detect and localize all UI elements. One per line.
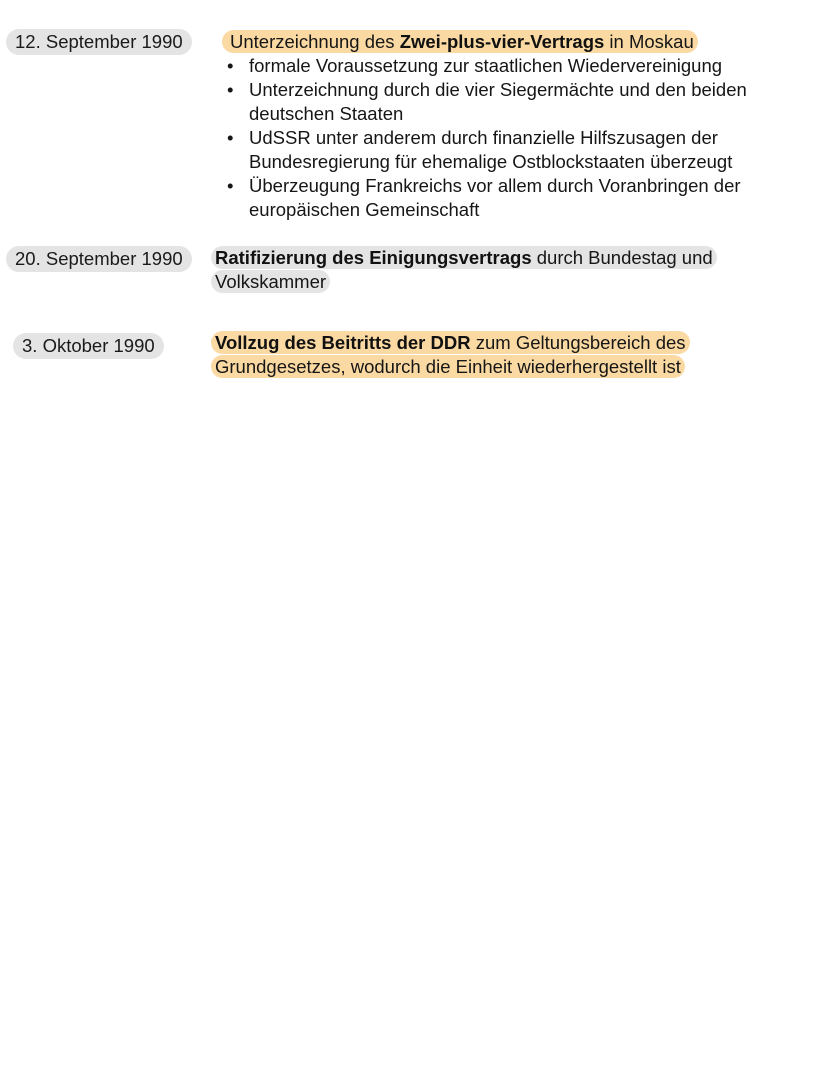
- heading-bold: Zwei-plus-vier-Vertrags: [399, 31, 605, 52]
- entry-content: [222, 30, 812, 222]
- entry-date: 12. September 1990: [6, 29, 192, 55]
- entry-text: [211, 331, 690, 378]
- heading-text-after: in Moskau: [604, 31, 694, 52]
- entry-date: 3. Oktober 1990: [13, 333, 164, 359]
- entry-text-rest: durch Bundestag und: [531, 247, 713, 268]
- bullet-item: • Überzeugung Frankreichs vor allem durch Voranbringen der europäischen Gemeinschaft: [223, 174, 812, 222]
- entry-text: [211, 246, 717, 269]
- heading-text-before: Unterzeichnung des: [230, 31, 400, 52]
- bullet-list: [223, 54, 812, 222]
- entry-bold: Ratifizierung des Einigungsvertrags: [215, 247, 532, 268]
- entry-text-rest: zum Geltungsbereich des Grundgesetzes, wodurch die Einheit wiederhergestellt ist: [215, 332, 686, 377]
- entry-heading: [222, 30, 698, 53]
- entry-content: [211, 331, 731, 379]
- entry-content: [211, 246, 811, 294]
- entry-text-line2: Volkskammer: [211, 270, 330, 293]
- entry-date: 20. September 1990: [6, 246, 192, 272]
- bullet-item: • UdSSR unter anderem durch finanzielle Hilfszusagen der Bundesregierung für ehemalige Ostblockstaaten überzeugt: [223, 126, 812, 174]
- bullet-item: • formale Voraussetzung zur staatlichen Wiedervereinigung: [223, 54, 812, 78]
- entry-bold: Vollzug des Beitritts der DDR: [215, 332, 471, 353]
- bullet-item: • Unterzeichnung durch die vier Siegermächte und den beiden deutschen Staaten: [223, 78, 812, 126]
